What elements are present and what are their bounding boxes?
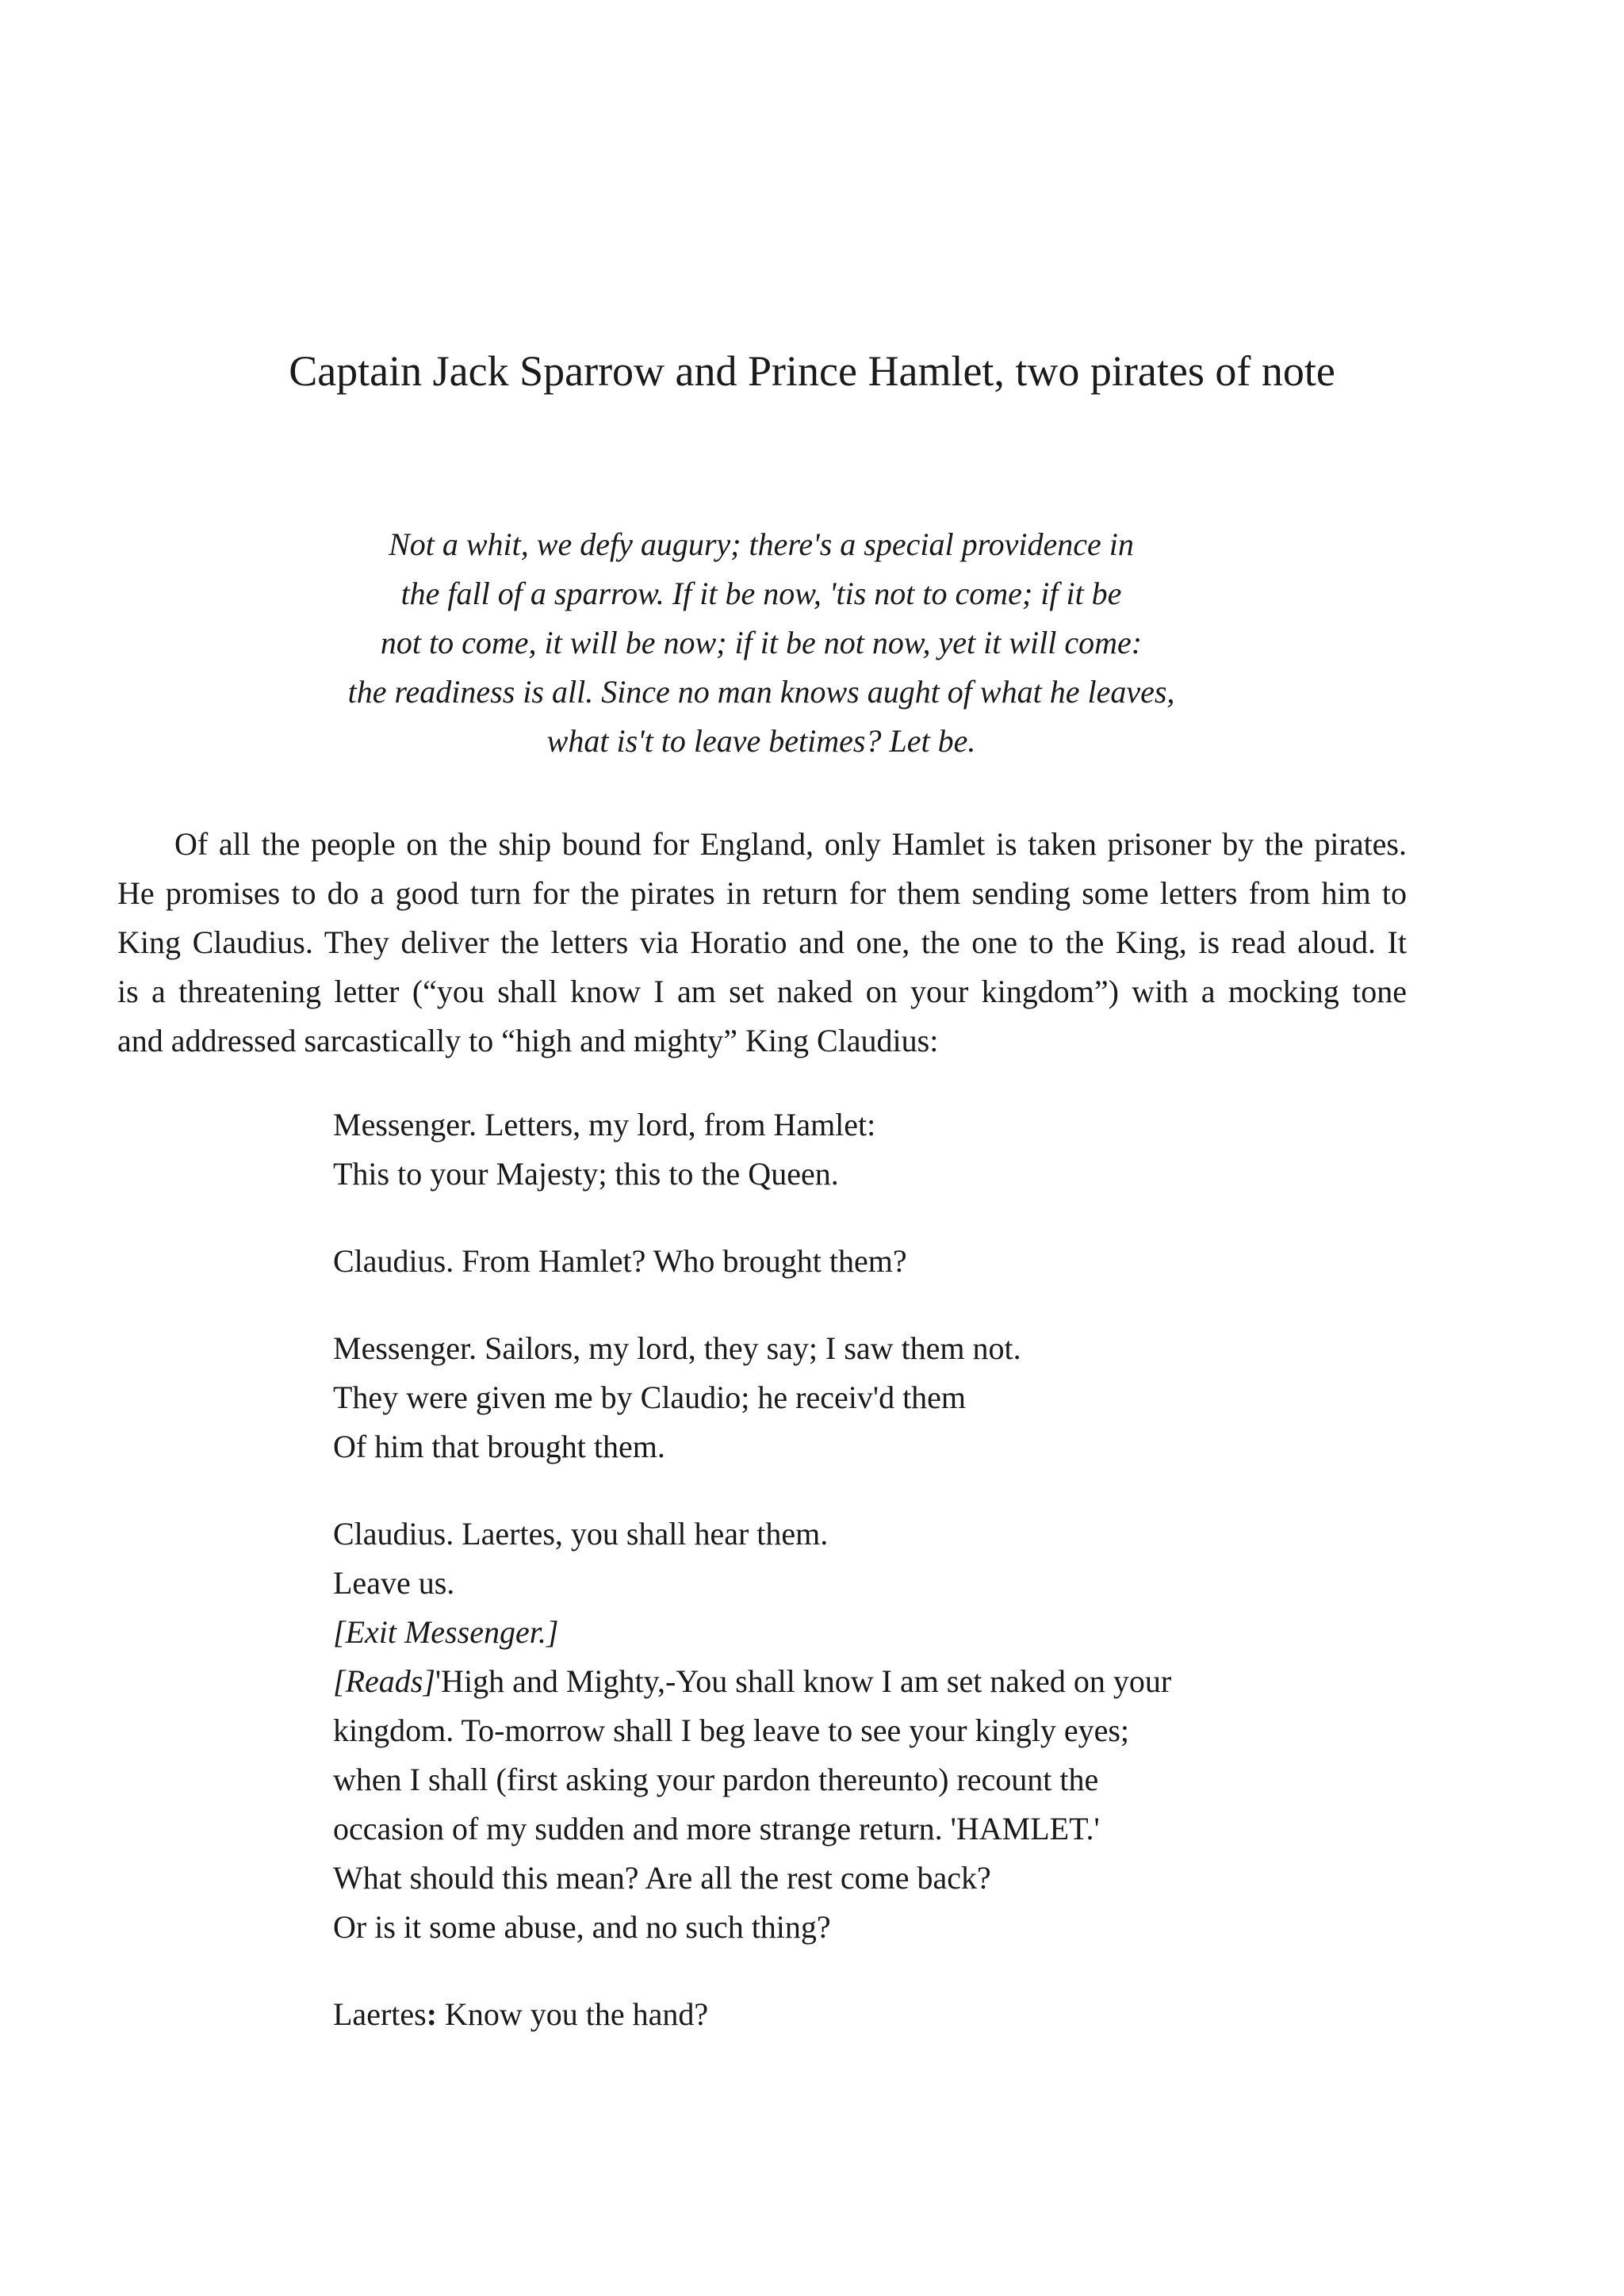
letter-line: kingdom. To-morrow shall I beg leave to see your kingly eyes; (333, 1712, 1130, 1748)
speech-text: Know you the hand? (437, 1996, 709, 2032)
speech-line: Claudius. Laertes, you shall hear them. (333, 1516, 829, 1552)
speech-line (333, 1990, 1364, 2039)
letter-text: 'High and Mighty,-You shall know I am set naked on your (435, 1663, 1172, 1699)
speech-messenger-1 (333, 1100, 1364, 1199)
paragraph-line: Of all the people on the ship bound for England, only Hamlet is taken prisoner by the pirates. (174, 826, 1407, 862)
speech-line: This to your Majesty; this to the Queen. (333, 1156, 839, 1192)
paragraph-line: King Claudius. They deliver the letters via Horatio and one, the one to the King, is read aloud. It (117, 924, 1407, 960)
paragraph-line: and addressed sarcastically to “high and mighty” King Claudius: (117, 1023, 939, 1058)
body-paragraph (117, 820, 1407, 1066)
speech-laertes (333, 1990, 1364, 2039)
speech-line: Claudius. From Hamlet? Who brought them? (333, 1243, 907, 1279)
paragraph-line: is a threatening letter (“you shall know I am set naked on your kingdom”) with a mocking tone (117, 974, 1407, 1009)
speech-messenger-2 (333, 1324, 1364, 1471)
stage-direction-reads: [Reads] (333, 1663, 435, 1699)
epigraph-line: not to come, it will be now; if it be not now, yet it will come: (380, 625, 1143, 660)
letter-line: occasion of my sudden and more strange return. 'HAMLET.' (333, 1811, 1100, 1846)
epigraph-line: what is't to leave betimes? Let be. (546, 723, 976, 759)
speech-line: They were given me by Claudio; he receiv'd them (333, 1380, 967, 1415)
letter-line (333, 1657, 1364, 1706)
epigraph-line: Not a whit, we defy augury; there's a special providence in (389, 526, 1134, 562)
speech-line: Or is it some abuse, and no such thing? (333, 1909, 831, 1945)
speech-line: Messenger. Sailors, my lord, they say; I saw them not. (333, 1330, 1021, 1366)
speech-line: What should this mean? Are all the rest come back? (333, 1860, 991, 1896)
page-title: Captain Jack Sparrow and Prince Hamlet, two pirates of note (289, 347, 1335, 395)
epigraph-line: the readiness is all. Since no man knows aught of what he leaves, (347, 674, 1175, 710)
speech-line: Of him that brought them. (333, 1429, 665, 1464)
speech-claudius-2 (333, 1510, 1364, 1952)
speaker-name: Laertes (333, 1996, 427, 2032)
epigraph-line: the fall of a sparrow. If it be now, 'tis not to come; if it be (400, 576, 1122, 611)
speaker-colon: : (426, 1996, 438, 2032)
speech-line: Leave us. (333, 1565, 455, 1601)
paragraph-line: He promises to do a good turn for the pirates in return for them sending some letters from him to (117, 875, 1407, 911)
epigraph-quote (238, 520, 1285, 766)
speech-line: Messenger. Letters, my lord, from Hamlet: (333, 1107, 876, 1142)
letter-line: when I shall (first asking your pardon thereunto) recount the (333, 1762, 1099, 1797)
stage-direction: [Exit Messenger.] (333, 1614, 559, 1650)
speech-claudius-1 (333, 1237, 1364, 1286)
